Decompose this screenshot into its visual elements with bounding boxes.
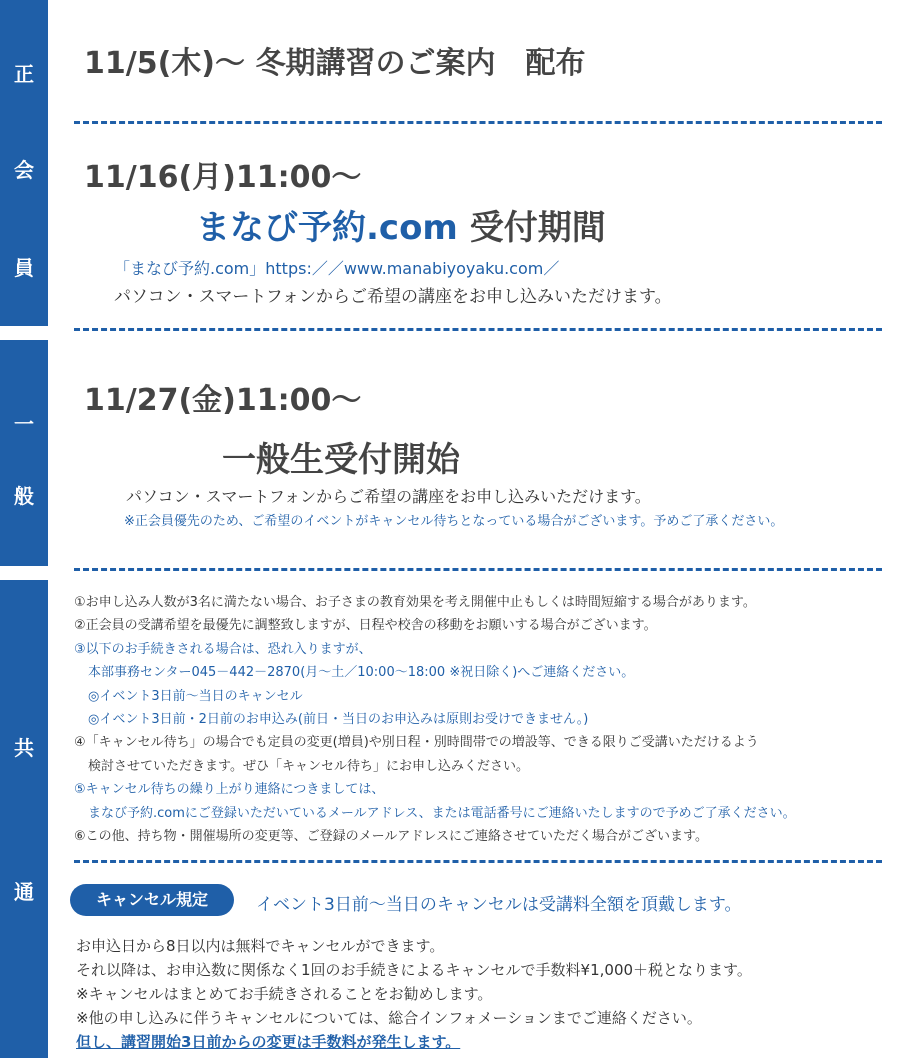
cancel-line: ※他の申し込みに伴うキャンセルについては、総合インフォメーションまでご連絡ください。 [76,1009,702,1027]
section3-desc: パソコン・スマートフォンからご希望の講座をお申し込みいただけます。 [126,487,651,506]
common-note-item: ◎イベント3日前・2日前のお申込み(前日・当日のお申込みは原則お受けできません。) [88,712,589,728]
section3-date: 11/27(金)11:00～ [84,383,362,418]
side-label-common [0,580,48,1058]
section3-title: 一般生受付開始 [222,440,460,480]
common-note-item: ⑥この他、持ち物・開催場所の変更等、ご登録のメールアドレスにご連絡させていただく場合がございます。 [74,829,708,845]
side-char: 通 [14,880,34,904]
side-char: 一 [14,412,34,436]
cancel-lines [76,934,752,1054]
section2-title-rest: 受付期間 [469,208,606,248]
section2-desc: パソコン・スマートフォンからご希望の講座をお申し込みいただけます。 [114,287,672,307]
side-char: 正 [14,62,34,86]
common-note-item: まなび予約.comにご登録いただいているメールアドレス、または電話番号にご連絡いたしますので予めご了承ください。 [88,805,796,821]
site-link[interactable]: 「まなび予約.com」https:／／www.manabiyoyaku.com／ [114,259,560,278]
side-char: 会 [14,158,34,182]
cancel-line: それ以降は、お申込数に関係なく1回のお手続きによるキャンセルで手数料¥1,000＋税となります。 [76,961,752,979]
divider [74,860,882,863]
section1-headline: 11/5(木)～ 冬期講習のご案内 配布 [84,46,586,81]
cancel-policy-badge: キャンセル規定 [70,884,234,916]
common-note-item: 検討させていただきます。ぜひ「キャンセル待ち」にお申し込みください。 [88,758,529,774]
side-label-general [0,340,48,566]
site-name: まなび予約.com [196,208,458,248]
common-note-item: ①お申し込み人数が3名に満たない場合、お子さまの教育効果を考え開催中止もしくは時間短縮する場合があります。 [74,595,756,610]
section3-note: ※正会員優先のため、ご希望のイベントがキャンセル待ちとなっている場合がございます。予めご了承ください。 [124,514,784,529]
common-note-item: ◎イベント3日前～当日のキャンセル [88,688,303,704]
common-note-item: ④「キャンセル待ち」の場合でも定員の変更(増員)や別日程・別時間帯での増設等、できる限りご受講いただけるよう [74,735,759,751]
section2-date: 11/16(月)11:00～ [84,160,362,195]
common-note-item: ⑤キャンセル待ちの繰り上がり連絡につきましては、 [74,782,385,798]
common-note-item: 本部事務センター045－442－2870(月～土／10:00～18:00 ※祝日除く)へご連絡ください。 [88,665,635,681]
side-char: 共 [14,736,34,760]
common-note-item: ③以下のお手続きされる場合は、恐れ入りますが、 [74,641,372,657]
divider [74,328,882,331]
cancel-emphasis: 但し、講習開始3日前からの変更は手数料が発生します。 [76,1033,461,1051]
cancel-line: お申込日から8日以内は無料でキャンセルができます。 [76,937,445,955]
side-char: 員 [14,256,34,280]
cancel-headline: イベント3日前～当日のキャンセルは受講料全額を頂戴します。 [256,895,742,915]
divider [74,121,882,124]
common-notes [74,591,894,848]
side-label-member [0,0,48,326]
common-note-item: ②正会員の受講希望を最優先に調整致しますが、日程や校舎の移動をお願いする場合がございます。 [74,618,657,634]
divider [74,568,882,571]
cancel-line: ※キャンセルはまとめてお手続きされることをお勧めします。 [76,985,493,1003]
section2-title [196,200,606,249]
side-char: 般 [14,484,34,508]
